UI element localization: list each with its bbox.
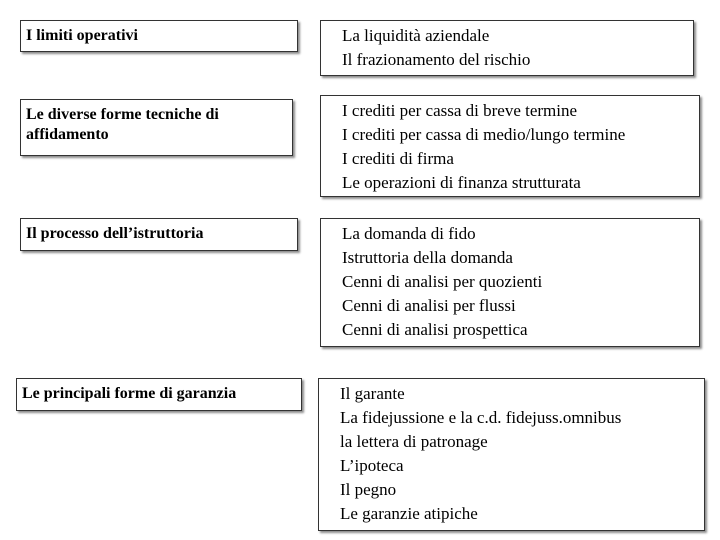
detail-item: L’ipoteca [340, 456, 404, 475]
detail-box-forme-tecniche [320, 95, 700, 197]
detail-item: Il garante [340, 384, 405, 403]
detail-item: La fidejussione e la c.d. fidejuss.omnibus [340, 408, 622, 427]
detail-item: la lettera di patronage [340, 432, 488, 451]
detail-item: Istruttoria della domanda [342, 248, 513, 267]
topic-label: Le principali forme di garanzia [22, 385, 237, 402]
topic-box-processo-istruttoria [20, 218, 298, 251]
detail-item: Le garanzie atipiche [340, 504, 478, 523]
topic-label: Le diverse forme tecniche di affidamento [26, 106, 219, 143]
detail-item: La domanda di fido [342, 224, 476, 243]
topic-box-limiti-operativi [20, 20, 298, 52]
detail-item: Il pegno [340, 480, 397, 499]
detail-box-forme-garanzia [318, 378, 705, 531]
topic-box-forme-garanzia [16, 378, 302, 411]
detail-item: Il frazionamento del rischio [342, 50, 531, 69]
detail-box-limiti-operativi [320, 20, 694, 76]
detail-item: Cenni di analisi per quozienti [342, 272, 543, 291]
detail-item: Cenni di analisi prospettica [342, 320, 528, 339]
detail-item: La liquidità aziendale [342, 26, 490, 45]
topic-label: Il processo dell’istruttoria [26, 225, 204, 242]
detail-item: Cenni di analisi per flussi [342, 296, 516, 315]
detail-item: I crediti per cassa di medio/lungo termine [342, 125, 626, 144]
topic-box-forme-tecniche [20, 99, 293, 156]
detail-item: I crediti per cassa di breve termine [342, 101, 578, 120]
detail-item: I crediti di firma [342, 149, 454, 168]
detail-box-processo-istruttoria [320, 218, 700, 347]
detail-item: Le operazioni di finanza strutturata [342, 173, 581, 192]
topic-label: I limiti operativi [26, 27, 138, 44]
